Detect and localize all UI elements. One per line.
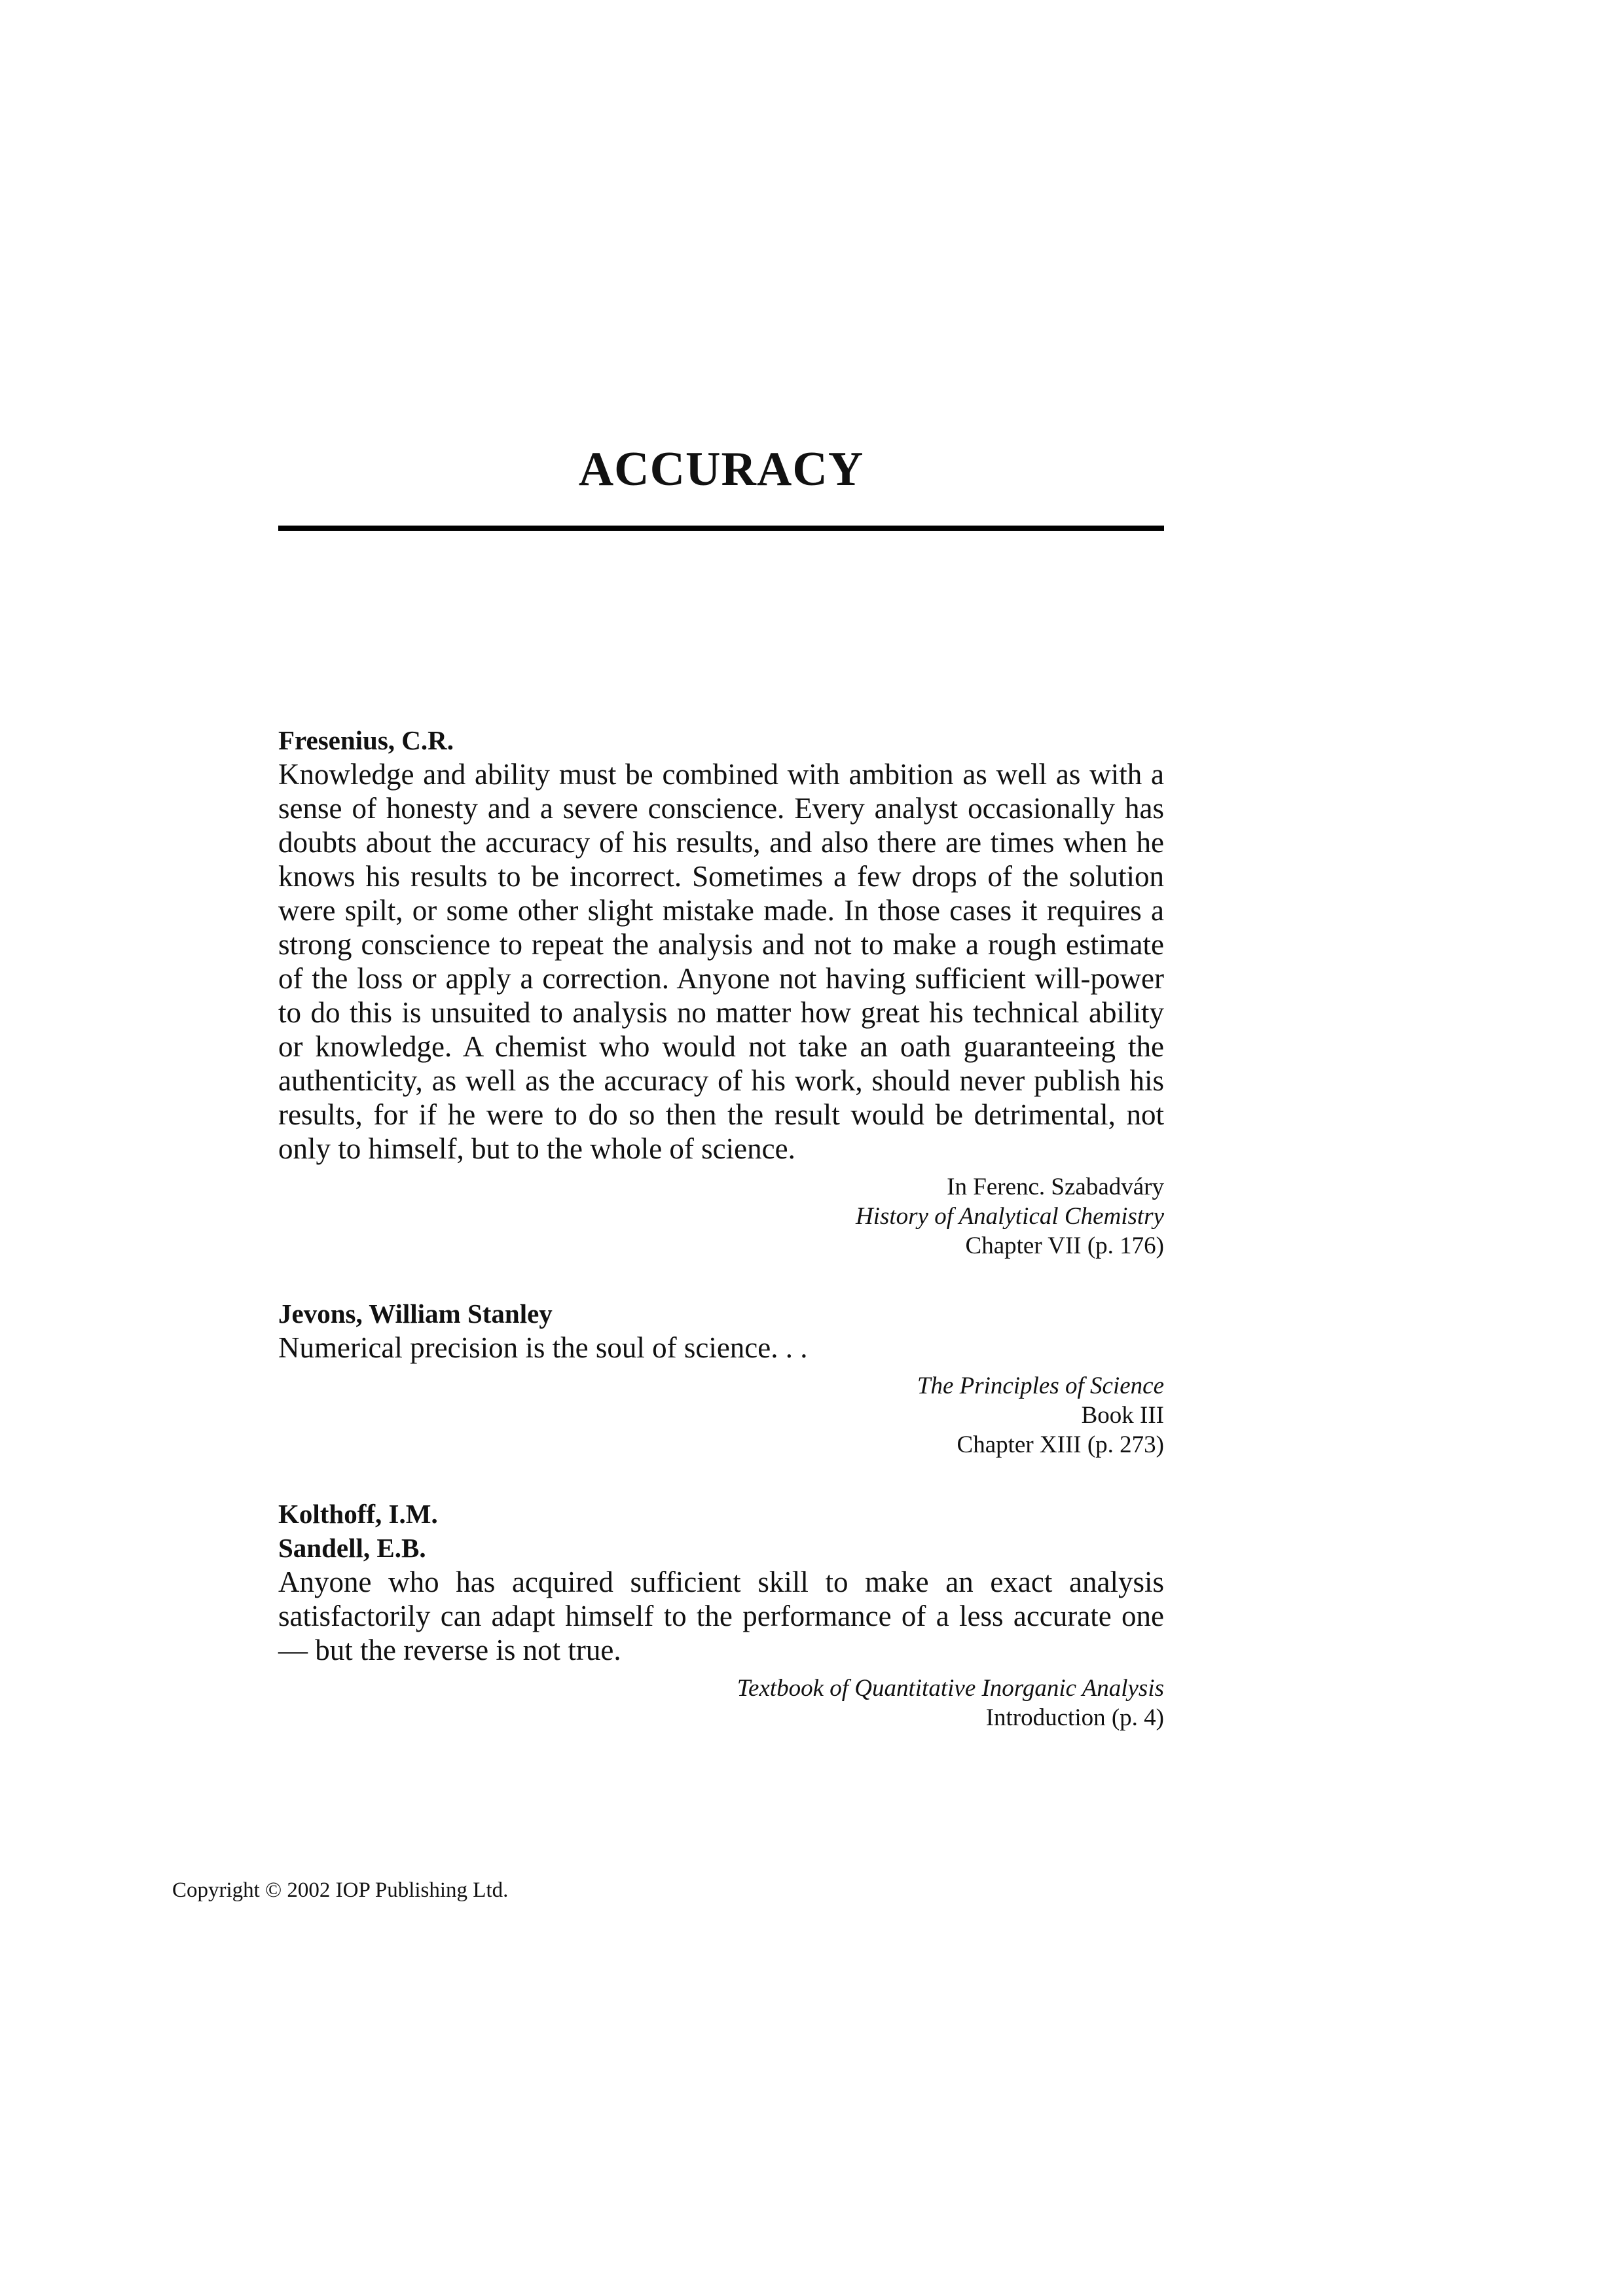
author-name: Kolthoff, I.M.: [278, 1499, 438, 1529]
author-name: Sandell, E.B.: [278, 1533, 426, 1563]
source-line: Chapter XIII (p. 273): [957, 1431, 1164, 1458]
source-line: Book III: [1081, 1402, 1164, 1429]
quote-text: Numerical precision is the soul of science. . .: [278, 1331, 808, 1364]
source-line: Introduction (p. 4): [985, 1704, 1164, 1731]
quote-text: Anyone who has acquired sufficient skill to make an exact analysis satisfactorily can adapt himself to the performance of a less accurate one— but the reverse is not true.: [278, 1566, 1164, 1666]
source-book-title: The Principles of Science: [917, 1372, 1164, 1399]
quote-entry-kolthoff-sandell: [278, 1497, 1164, 1732]
quote-entry-jevons: [278, 1297, 1164, 1460]
author-name: Fresenius, C.R.: [278, 725, 454, 755]
source-book-title: History of Analytical Chemistry: [855, 1203, 1164, 1230]
copyright-notice: Copyright © 2002 IOP Publishing Ltd.: [172, 1878, 509, 1902]
source-line: In Ferenc. Szabadváry: [947, 1174, 1164, 1200]
source-citation: [278, 1371, 1164, 1460]
quote-text: Knowledge and ability must be combined with ambition as well as with a sense of honesty and a severe conscience. Every analyst occasionally has doubts about the accuracy of his results, and also there are times when he knows his results to be incorrect. Sometimes a few drops of the solution were spilt, or some other slight mistake made. In those cases it requires a strong conscience to repeat the analysis and not to make a rough estimate of the loss or apply a correction. Anyone not having sufficient will-power to do this is unsuited to analysis no matter how great his technical ability or knowledge. A chemist who would not take an oath guaranteeing the authenticity, as well as the accuracy of his work, should never publish his results, for if he were to do so then the result would be detrimental, not only to himself, but to the whole of science.: [278, 758, 1164, 1165]
quote-entry-fresenius: [278, 723, 1164, 1261]
page-title: ACCURACY: [578, 442, 864, 496]
quote-list: [278, 723, 1164, 1732]
source-book-title: Textbook of Quantitative Inorganic Analysis: [737, 1675, 1164, 1702]
source-line: Chapter VII (p. 176): [965, 1232, 1164, 1259]
source-citation: [278, 1172, 1164, 1261]
author-name: Jevons, William Stanley: [278, 1299, 553, 1329]
source-citation: [278, 1674, 1164, 1732]
title-rule: [278, 526, 1164, 531]
